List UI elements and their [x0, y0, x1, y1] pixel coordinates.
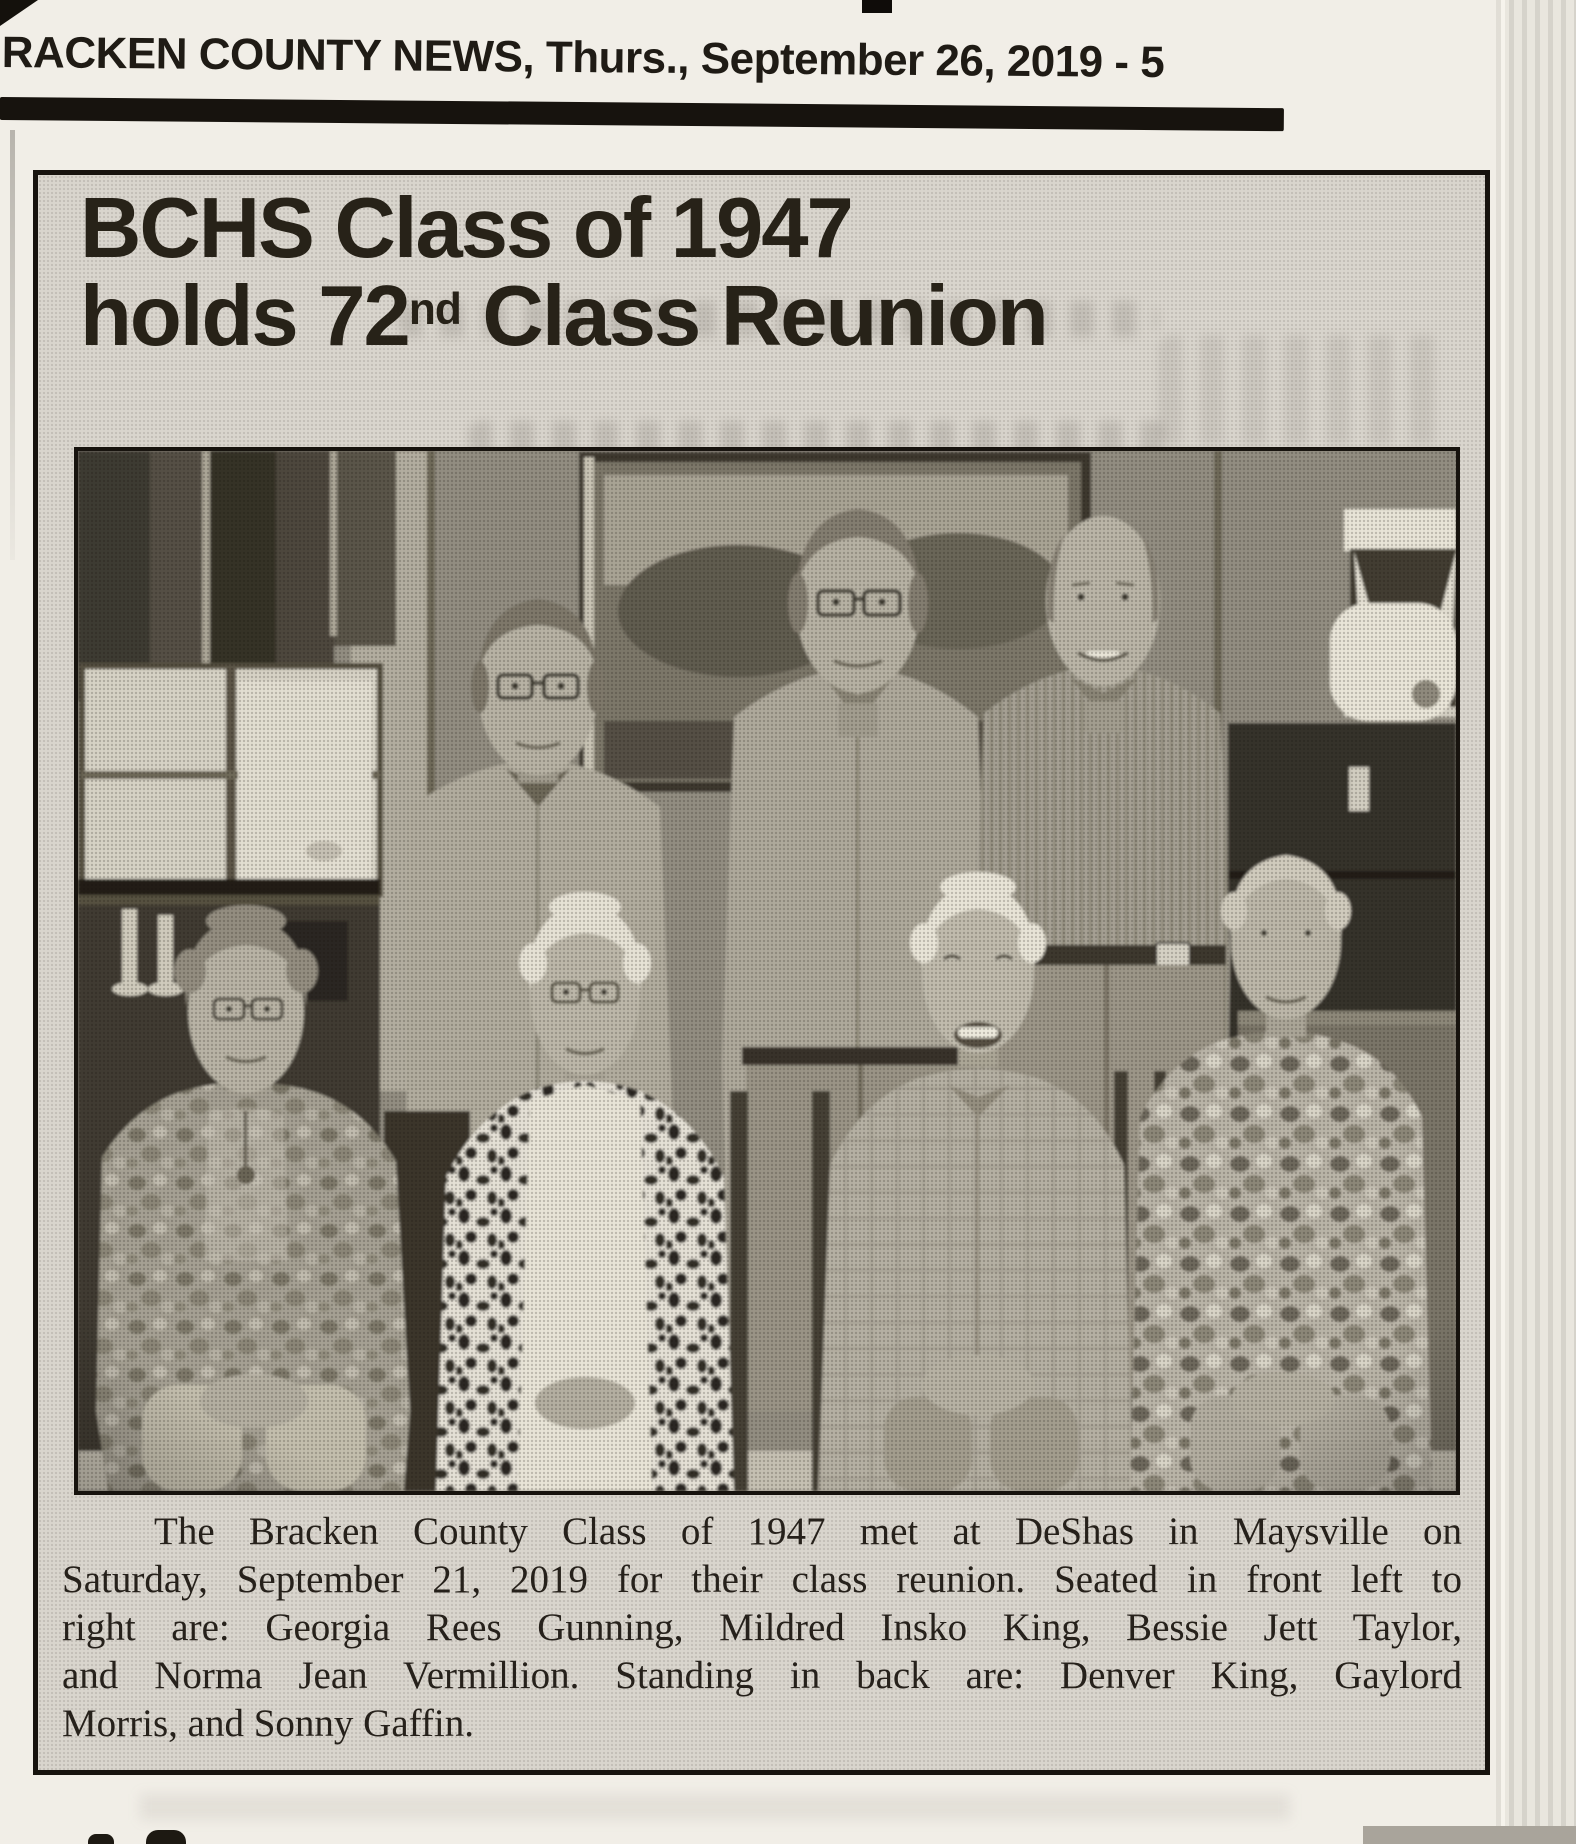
- caption-line: Morris, and Sonny Gaffin.: [62, 1702, 474, 1745]
- cut-off-text-fragment: [146, 1830, 186, 1844]
- article-headline: [80, 181, 1047, 375]
- caption-line: The Bracken County Class of 1947 met at DeShas in Maysville on: [154, 1510, 1462, 1553]
- reunion-photo-illustration: [78, 451, 1456, 1491]
- article-box: [33, 170, 1490, 1775]
- scan-corner-artifact: [0, 0, 38, 26]
- paper-crease: [10, 130, 15, 560]
- caption-line: right are: Georgia Rees Gunning, Mildred Insko King, Bessie Jett Taylor,: [62, 1606, 1462, 1649]
- headline-line-1: BCHS Class of 1947: [80, 181, 852, 276]
- ink-bleed-artifact: [140, 1794, 1290, 1820]
- ordinal-superscript: nd: [408, 284, 461, 334]
- masthead-text: RACKEN COUNTY NEWS, Thurs., September 26, 2019 - 5: [1, 28, 1165, 88]
- headline-line-2: holds 72nd Class Reunion: [80, 269, 1047, 364]
- caption-line: and Norma Jean Vermillion. Standing in back are: Denver King, Gaylord: [62, 1654, 1462, 1697]
- reunion-group-photo: [74, 447, 1460, 1495]
- photo-caption: [62, 1508, 1462, 1748]
- scan-edge-artifact: [1363, 1826, 1576, 1844]
- masthead: [2, 28, 1165, 88]
- cut-off-text-fragment: [88, 1834, 114, 1844]
- scan-edge-artifact: [862, 0, 892, 13]
- ink-bleed-artifact: [1158, 335, 1448, 445]
- masthead-rule: [0, 97, 1284, 131]
- vignette-overlay: [78, 451, 1456, 1491]
- paper-right-margin: [1496, 0, 1576, 1844]
- caption-line: Saturday, September 21, 2019 for their class reunion. Seated in front left to: [62, 1558, 1462, 1601]
